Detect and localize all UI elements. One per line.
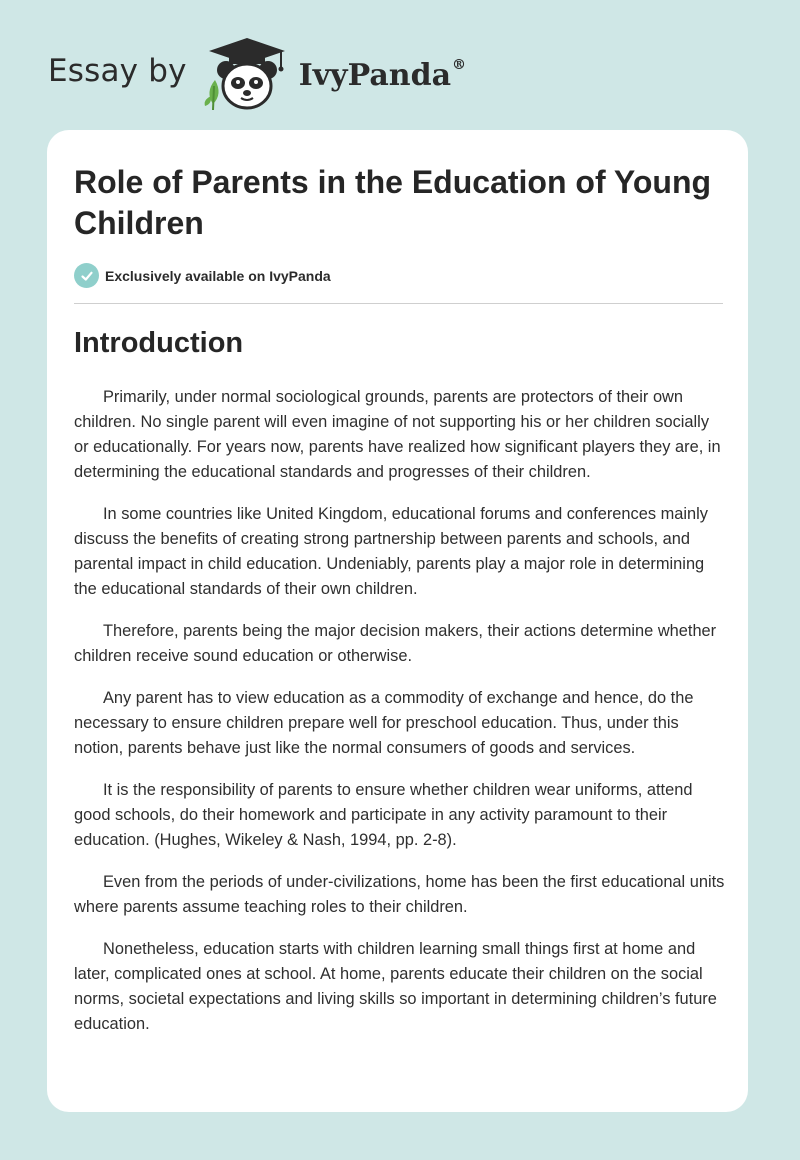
brand-name[interactable]: IvyPanda® bbox=[298, 57, 467, 93]
paragraph: Even from the periods of under-civilizations, home has been the first educational units where parents assume teaching roles to their children. bbox=[74, 873, 725, 916]
essay-card bbox=[47, 130, 748, 1112]
check-icon bbox=[74, 263, 99, 288]
paragraph: Any parent has to view education as a commodity of exchange and hence, do the necessary to ensure children prepare well for preschool education. Thus, under this notion, parents behave just like the normal consumers of goods and services. bbox=[74, 689, 694, 757]
exclusive-badge bbox=[74, 263, 331, 288]
paragraph: In some countries like United Kingdom, educational forums and conferences mainly discuss the benefits of creating strong partnership between parents and schools, and parental impact in child education. Undeniably, parents play a major role in determining the educational standards of their own children. bbox=[74, 505, 708, 598]
registered-mark: ® bbox=[452, 57, 467, 73]
essay-by-label: Essay by bbox=[48, 53, 187, 89]
paragraph: Therefore, parents being the major decision makers, their actions determine whether children receive sound education or otherwise. bbox=[74, 622, 717, 665]
section-heading: Introduction bbox=[74, 327, 244, 359]
site-header bbox=[48, 34, 466, 114]
paragraph: It is the responsibility of parents to ensure whether children wear uniforms, attend good schools, do their homework and participate in any activity paramount to their education. (Hughes, Wikeley & Nash, 1994, pp. 2-8). bbox=[74, 781, 693, 849]
exclusive-badge-label: Exclusively available on IvyPanda bbox=[105, 267, 331, 284]
paragraph: Nonetheless, education starts with children learning small things first at home and later, complicated ones at school. At home, parents educate their children on the social norms, societal expectations and living skills so important in determining children’s future education. bbox=[74, 940, 717, 1033]
graduation-panda-icon[interactable] bbox=[201, 36, 293, 112]
essay-body bbox=[74, 385, 726, 1054]
page-title: Role of Parents in the Education of Young Children bbox=[74, 164, 712, 241]
paragraph: Primarily, under normal sociological grounds, parents are protectors of their own children. No single parent will even imagine of not supporting his or her children socially or educationally. For years now, parents have realized how significant players they are, in determining the educational standards and progresses of their children. bbox=[74, 388, 721, 481]
divider bbox=[74, 303, 723, 304]
